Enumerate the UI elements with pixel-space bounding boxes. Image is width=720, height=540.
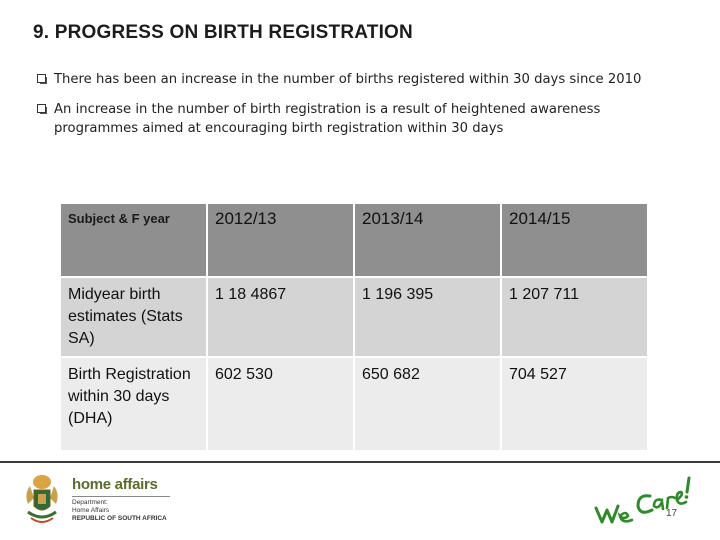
table-row [61, 278, 647, 356]
table-header-cell: 2014/15 [502, 204, 647, 276]
slide-title: 9. PROGRESS ON BIRTH REGISTRATION [33, 22, 413, 43]
bullet-text: There has been an increase in the number of births registered within 30 days since 2010 [54, 72, 642, 87]
checkbox-bullet-icon [37, 104, 46, 113]
table-header-cell: 2012/13 [208, 204, 353, 276]
footer-divider [0, 461, 720, 463]
brand-rule [72, 496, 170, 497]
bullet-item [37, 70, 687, 89]
bullet-text: An increase in the number of birth registration is a result of heightened awareness programmes aimed at encouraging birth registration within 30 days [54, 102, 601, 136]
table-cell: Midyear birth estimates (Stats SA) [61, 278, 206, 356]
page-number: 17 [666, 508, 678, 519]
brand-name: home affairs [72, 476, 158, 493]
table-cell: Birth Registration within 30 days (DHA) [61, 358, 206, 450]
department-brand [72, 476, 170, 523]
table-cell: 650 682 [355, 358, 500, 450]
table-header-cell: Subject & F year [61, 204, 206, 276]
table-cell: 1 196 395 [355, 278, 500, 356]
checkbox-bullet-icon [37, 74, 46, 83]
table-cell: 1 18 4867 [208, 278, 353, 356]
table-header-cell: 2013/14 [355, 204, 500, 276]
we-care-slogan-logo [592, 470, 692, 530]
table-cell: 1 207 711 [502, 278, 647, 356]
dept-line: REPUBLIC OF SOUTH AFRICA [72, 515, 167, 522]
dept-line: Department: [72, 499, 108, 506]
table-cell: 602 530 [208, 358, 353, 450]
table-cell: 704 527 [502, 358, 647, 450]
table-row [61, 358, 647, 450]
coat-of-arms-icon [22, 472, 62, 528]
bullet-list [37, 70, 687, 149]
dept-line: Home Affairs [72, 507, 110, 514]
bullet-item [37, 100, 687, 138]
registration-table [59, 202, 649, 452]
table-header-row [61, 204, 647, 276]
